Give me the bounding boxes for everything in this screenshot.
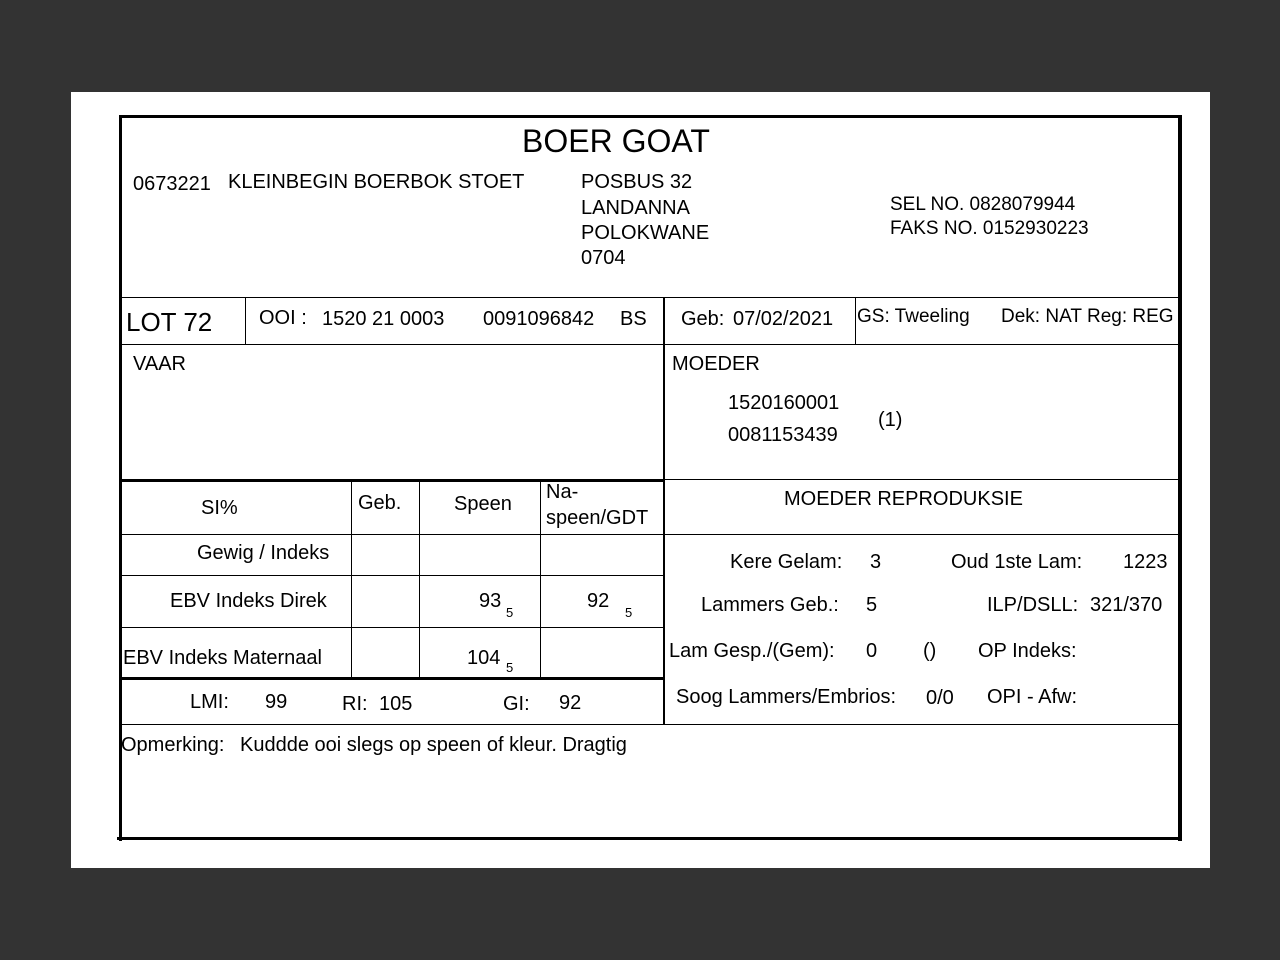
rule-gewig-row [119, 575, 665, 576]
si-header: SI% [201, 497, 238, 519]
border-left [119, 115, 122, 841]
lot-number: LOT 72 [126, 307, 213, 337]
address-line-3: POLOKWANE [581, 222, 710, 244]
vaar-label: VAAR [133, 353, 186, 375]
ebv-maternaal-label: EBV Indeks Maternaal [123, 647, 322, 669]
rule-col-speen [419, 481, 420, 678]
border-top [119, 115, 1182, 118]
page-title: BOER GOAT [522, 123, 710, 159]
ri-label: RI: [342, 693, 368, 715]
naspeen-header-2: speen/GDT [546, 507, 649, 529]
soog-lammers-value: 0/0 [926, 687, 954, 709]
animal-id: 1520 21 0003 [322, 308, 445, 330]
rule-header-row [119, 534, 1180, 535]
lam-gesp-label: Lam Gesp./(Gem): [669, 640, 835, 662]
ilp-dsll-label: ILP/DSLL: [987, 594, 1079, 616]
border-bottom [117, 837, 1180, 840]
kere-gelam-label: Kere Gelam: [730, 551, 843, 573]
reg-status: Reg: REG [1087, 306, 1174, 327]
border-right [1178, 115, 1182, 841]
rule-col-geb [351, 481, 352, 678]
birth-label: Geb: [681, 308, 725, 330]
lammers-geb-value: 5 [866, 594, 878, 616]
animal-reg-number: 0091096842 [483, 308, 595, 330]
lmi-value: 99 [265, 691, 288, 713]
rule-center [663, 297, 665, 725]
ilp-dsll-value: 321/370 [1090, 594, 1163, 616]
geb-header: Geb. [358, 492, 402, 514]
rule-repro-top [663, 479, 1180, 480]
rule-lot-row [119, 344, 1180, 345]
moeder-label: MOEDER [672, 353, 760, 375]
breeder-name: KLEINBEGIN BOERBOK STOET [228, 171, 525, 193]
oud-1ste-lam-value: 1223 [1123, 551, 1168, 573]
rule-remarks [119, 724, 1180, 725]
rule-header [119, 297, 1180, 298]
op-indeks-label: OP Indeks: [978, 640, 1077, 662]
ebv-direk-naspeen-sub: 5 [625, 605, 633, 620]
lam-gem-value: () [923, 640, 937, 662]
moeder-reg-number: 0081153439 [728, 424, 838, 446]
animal-type-label: OOI : [259, 307, 307, 329]
address-line-4: 0704 [581, 247, 626, 269]
gi-label: GI: [503, 693, 530, 715]
ebv-maternaal-speen-sub: 5 [506, 660, 514, 675]
rule-table-bottom [119, 677, 665, 680]
ri-value: 105 [379, 693, 413, 715]
repro-title: MOEDER REPRODUKSIE [784, 488, 1023, 510]
opmerking-label: Opmerking: [121, 734, 225, 756]
lammers-geb-label: Lammers Geb.: [701, 594, 839, 616]
kere-gelam-value: 3 [870, 551, 882, 573]
gi-value: 92 [559, 692, 582, 714]
rule-direk-row [119, 627, 665, 628]
birth-date: 07/02/2021 [733, 308, 834, 330]
gs-status: GS: Tweeling [857, 306, 970, 327]
rule-lot-divider [245, 297, 246, 345]
oud-1ste-lam-label: Oud 1ste Lam: [951, 551, 1083, 573]
ebv-direk-label: EBV Indeks Direk [170, 590, 327, 612]
gewig-indeks-label: Gewig / Indeks [197, 542, 330, 564]
lam-gesp-value: 0 [866, 640, 878, 662]
ebv-direk-naspeen: 92 [587, 590, 610, 612]
ebv-direk-speen-sub: 5 [506, 605, 514, 620]
rule-table-top [119, 479, 665, 482]
naspeen-header-1: Na- [546, 481, 579, 503]
ebv-maternaal-speen: 104 [467, 647, 501, 669]
lmi-label: LMI: [190, 691, 229, 713]
speen-header: Speen [454, 493, 512, 515]
dek-status: Dek: NAT [1001, 306, 1082, 327]
opi-afw-label: OPI - Afw: [987, 686, 1078, 708]
address-line-2: LANDANNA [581, 197, 690, 219]
moeder-id: 1520160001 [728, 392, 840, 414]
sel-number: SEL NO. 0828079944 [890, 194, 1076, 215]
ebv-direk-speen: 93 [479, 590, 502, 612]
faks-number: FAKS NO. 0152930223 [890, 218, 1089, 239]
moeder-note: (1) [878, 409, 903, 431]
address-line-1: POSBUS 32 [581, 171, 693, 193]
rule-gs-divider [855, 297, 856, 345]
animal-code: BS [620, 308, 647, 330]
breeder-number: 0673221 [133, 173, 211, 195]
rule-col-naspeen [540, 481, 541, 678]
soog-lammers-label: Soog Lammers/Embrios: [676, 686, 897, 708]
opmerking-text: Kuddde ooi slegs op speen of kleur. Dragtig [240, 734, 627, 756]
